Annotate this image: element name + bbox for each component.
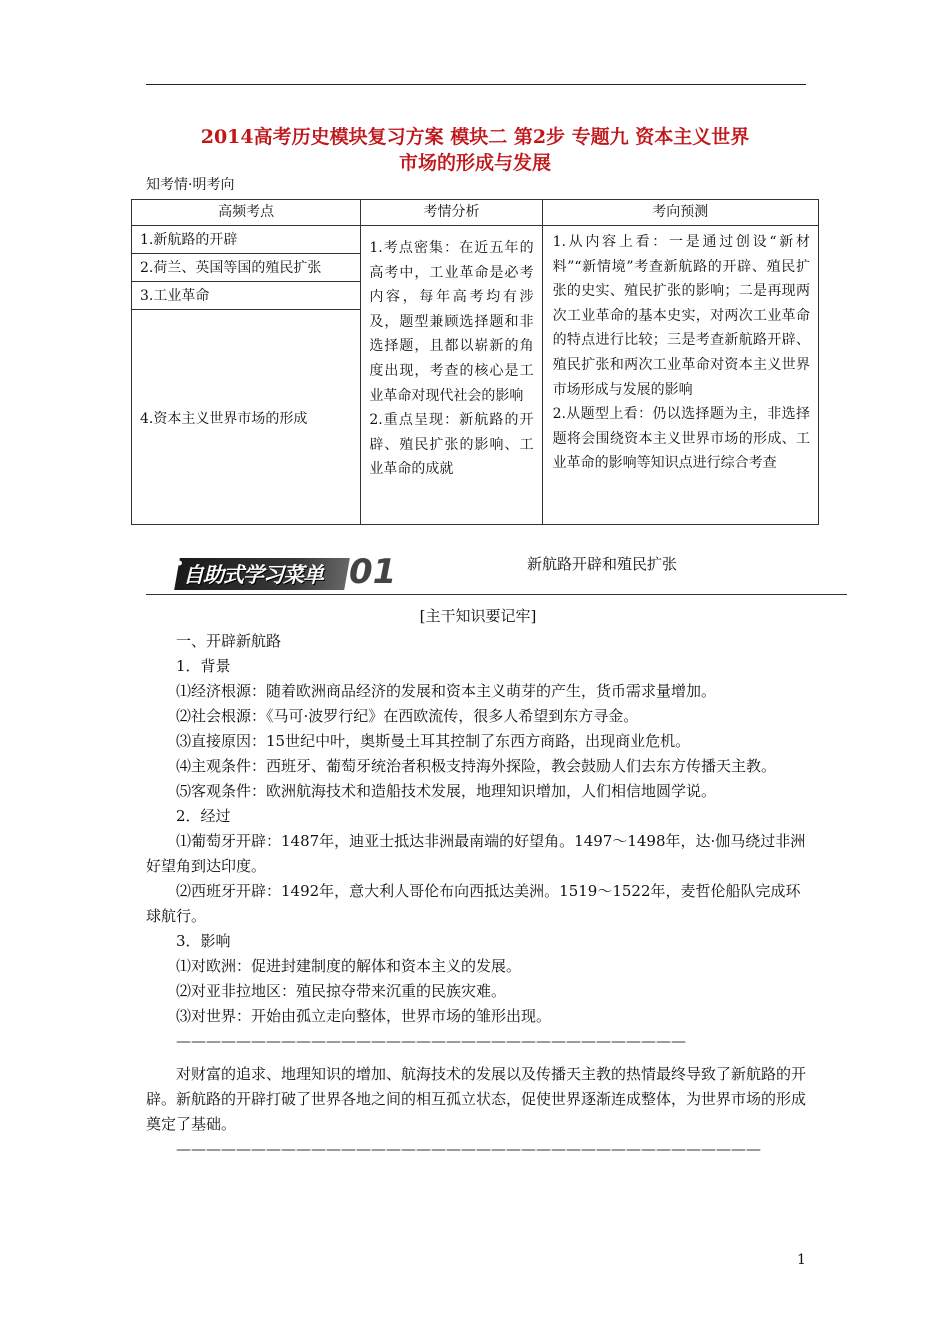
header-rule [146, 84, 806, 85]
dash-separator: ——————————————————————————————————————— [176, 1140, 761, 1158]
page-title [120, 124, 830, 176]
analysis-cell [361, 226, 542, 525]
title-line-1: 2014高考历史模块复习方案 模块二 第2步 专题九 资本主义世界 [200, 126, 750, 148]
title-line-2: 市场的形成与发展 [398, 152, 551, 174]
prediction-text-1: 1.从内容上看：一是通过创设“新材料”“新情境”考查新航路的开辟、殖民扩张的史实、殖民扩张的影响；二是再现两次工业革命的基本史实，对两次工业革命的特点进行比较；三是考查新航路开辟、殖民扩张和两次工业革命对资本主义世界市场形成与发展的影响 [552, 234, 810, 398]
header-prediction: 考向预测 [542, 200, 818, 226]
paragraph: ⑸客观条件：欧洲航海技术和造船技术发展，地理知识增加，人们相信地圆学说。 [176, 782, 717, 800]
analysis-text-2: 2.重点呈现：新航路的开辟、殖民扩张的影响、工业革命的成就 [369, 412, 534, 478]
paragraph: ⑴葡萄牙开辟：1487年，迪亚士抵达非洲最南端的好望角。1497～1498年，达·伽马绕过非洲好望角到达印度。 [146, 832, 806, 875]
section-title: 新航路开辟和殖民扩张 [527, 555, 678, 573]
page-number: 1 [797, 1252, 806, 1268]
analysis-text-1: 1.考点密集：在近五年的高考中，工业革命是必考内容，每年高考均有涉及，题型兼顾选择题和非选择题，且都以崭新的角度出现，考查的核心是工业革命对现代社会的影响 [369, 240, 534, 404]
dash-separator: —————————————————————————————————— [176, 1032, 686, 1050]
heading-1: 一、开辟新航路 [176, 632, 282, 650]
paragraph: ⑴对欧洲：促进封建制度的解体和资本主义的发展。 [176, 957, 522, 975]
banner-dot-icon: • [175, 556, 184, 572]
paragraph: ⑵对亚非拉地区：殖民掠夺带来沉重的民族灾难。 [176, 982, 507, 1000]
prediction-cell [542, 226, 818, 525]
section-rule [146, 594, 847, 595]
paragraph: ⑶对世界：开始由孤立走向整体，世界市场的雏形出现。 [176, 1007, 552, 1025]
header-points: 高频考点 [132, 200, 361, 226]
summary-paragraph: 对财富的追求、地理知识的增加、航海技术的发展以及传播天主教的热情最终导致了新航路的开辟。新航路的开辟打破了世界各地之间的相互孤立状态，促使世界逐渐连成整体，为世界市场的形成奠定了基础。 [146, 1065, 807, 1133]
subheading-background: 1．背景 [176, 657, 231, 675]
table-header-row [132, 200, 819, 226]
point-cell: 3.工业革命 [132, 282, 361, 310]
section-banner [177, 554, 395, 592]
paragraph: ⑶直接原因：15世纪中叶，奥斯曼土耳其控制了东西方商路，出现商业危机。 [176, 732, 691, 750]
banner-label: 自助式学习菜单 [183, 563, 323, 587]
knowledge-heading: [主干知识要记牢] [419, 607, 537, 625]
point-cell: 2.荷兰、英国等国的殖民扩张 [132, 254, 361, 282]
prediction-text-2: 2.从题型上看：仍以选择题为主，非选择题将会围绕资本主义世界市场的形成、工业革命的影响等知识点进行综合考查 [552, 406, 810, 472]
banner-number: 01 [349, 552, 397, 592]
main-content [146, 604, 810, 1162]
subheading-impact: 3．影响 [176, 932, 231, 950]
subheading: 知考情·明考向 [146, 177, 235, 193]
point-cell: 1.新航路的开辟 [132, 226, 361, 254]
header-analysis: 考情分析 [361, 200, 542, 226]
paragraph: ⑵西班牙开辟：1492年，意大利人哥伦布向西抵达美洲。1519～1522年，麦哲伦船队完成环球航行。 [146, 882, 801, 925]
point-cell: 4.资本主义世界市场的形成 [132, 310, 361, 525]
exam-analysis-table [131, 199, 819, 525]
paragraph: ⑴经济根源：随着欧洲商品经济的发展和资本主义萌芽的产生，货币需求量增加。 [176, 682, 717, 700]
paragraph: ⑷主观条件：西班牙、葡萄牙统治者积极支持海外探险，教会鼓励人们去东方传播天主教。 [176, 757, 777, 775]
table-row [132, 226, 819, 254]
subheading-process: 2．经过 [176, 807, 231, 825]
paragraph: ⑵社会根源：《马可·波罗行纪》在西欧流传，很多人希望到东方寻金。 [176, 707, 639, 725]
